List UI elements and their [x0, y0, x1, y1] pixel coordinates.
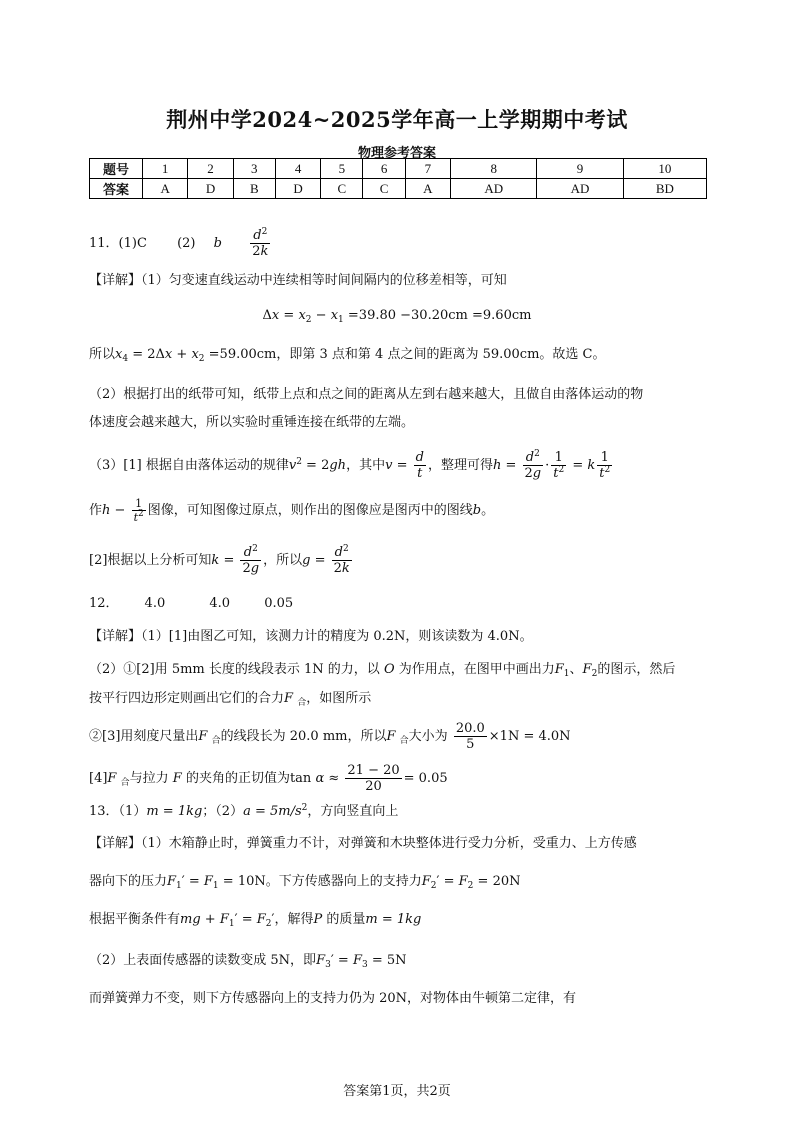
formula-21-20-over-20: $\frac{21 - 20}{20}$ [347, 763, 400, 794]
q11-p4-pre: [2]根据以上分析可知 [89, 553, 212, 568]
question-number-cell: 1 [143, 159, 188, 179]
q12-l4-end: ×1N = 4.0N [488, 729, 571, 744]
q13-l2-mid: 。下方传感器向上的支持力 [265, 874, 422, 889]
page-footer: 答案第1页，共2页 [343, 1084, 451, 1099]
q12-l5-mid2: 的夹角的正切值为 [185, 771, 290, 786]
q11-p2-line2: 体速度会越来越大，所以实验时重锤连接在纸带的左端。 [89, 415, 415, 430]
formula-g-eq: $\frac{d^2}{2k}$ [333, 544, 350, 576]
answer-cell: AD [537, 179, 623, 199]
question-number-cell: 5 [321, 159, 363, 179]
q13-l2-eq: = 10N [222, 874, 266, 889]
answer-cell: BD [623, 179, 706, 199]
q12-answer-line [89, 595, 729, 613]
q13-l2-pre: 器向下的压力 [89, 874, 168, 889]
question-number-cell: 7 [405, 159, 450, 179]
q13-l3-mid2: 的质量 [326, 912, 366, 927]
q11-p2-line1: （2）根据打出的纸带可知，纸带上点和点之间的距离从左到右越来越大，且做自由落体运动的物 [89, 387, 644, 402]
q11-eq1-rhs: =39.80 −30.20cm =9.60cm [347, 308, 532, 323]
q12-l5-end: = 0.05 [403, 771, 448, 786]
question-number-cell: 6 [363, 159, 405, 179]
q12-line1 [89, 628, 729, 646]
q12-value3: 0.05 [264, 596, 294, 611]
q13-l2-eq2: = 20N [477, 874, 521, 889]
q11-p1-result-post: ，即第 3 点和第 4 点之间的距离为 59.00cm。故选 C。 [276, 347, 606, 362]
question-number-cell: 2 [188, 159, 233, 179]
q12-line3: 按平行四边形定则画出它们的合力F $_合$，如图所示 [89, 691, 372, 708]
q12-label: 12． [89, 596, 119, 611]
q13-p1: （1） [118, 804, 147, 819]
q11-p1-intro: （1）匀变速直线运动中连续相等时间间隔内的位移差相等，可知 [141, 273, 507, 288]
row-header-answer: 答案 [90, 179, 143, 199]
q11-part1: (1)C [118, 236, 147, 251]
q12-l4-pre: ②[3]用刻度尺量出 [89, 729, 199, 744]
detail-tag: 【详解】 [89, 273, 142, 288]
q13-line5: 而弹簧弹力不变，则下方传感器向上的支持力仍为 20N，对物体由牛顿第二定律，有 [89, 991, 577, 1006]
question-number-cell: 10 [623, 159, 706, 179]
answer-cell: AD [451, 179, 537, 199]
q13-label: 13． [89, 804, 119, 819]
q13-p1-value: m = 1kg [146, 804, 203, 819]
q11-p1-result-eq: =59.00cm [208, 347, 277, 362]
formula-1-over-t2-c: $\frac{1}{t^2}$ [133, 497, 144, 524]
answer-cell: D [275, 179, 320, 199]
formula-d2-over-2k: $\frac{d^2}{2k}$ [252, 227, 269, 259]
answer-table [89, 158, 707, 199]
q12-l3-pre: 按平行四边形定则画出它们的合力 [89, 691, 285, 706]
question-number-cell: 8 [451, 159, 537, 179]
q11-p3-line2: 作h − $\frac{1}{t^2}$ 图像，可知图像过原点，则作出的图像应是图丙中的图线b。 [89, 497, 495, 524]
q11-part2-value: b [213, 236, 222, 251]
q13-line2: 器向下的压力$F_1' = F_1 = 10N$。下方传感器向上的支持力$F_2' = F_2 = 20N$ [89, 874, 521, 891]
question-number-cell: 3 [233, 159, 275, 179]
q13-line4: （2）上表面传感器的读数变成 5N，即$F_3' = F_3 = 5N$ [89, 953, 407, 970]
q12-l1: （1）[1]由图乙可知，该测力计的精度为 0.2N，则该读数为 4.0N。 [141, 629, 533, 644]
q11-answer-line [89, 229, 729, 258]
q12-l2-mid: 为作用点，在图甲中画出力 [398, 662, 555, 677]
q11-part2: (2) [177, 236, 196, 251]
q13-l3-eq: m = 1kg [365, 912, 422, 927]
q13-line3: 根据平衡条件有mg + $F_1' = F_2'$，解得P 的质量m = 1kg [89, 912, 422, 929]
q13-l1: （1）木箱静止时，弹簧重力不计，对弹簧和木块整体进行受力分析，受重力、上方传感 [141, 836, 637, 851]
q11-label: 11． [89, 236, 119, 251]
answer-cell: B [233, 179, 275, 199]
q12-l2-pre: （2）①[2]用 5mm 长度的线段表示 1N 的力，以 [89, 662, 380, 677]
q11-p4-mid: ，所以 [263, 553, 303, 568]
q12-l4-mid2: 大小为 [408, 729, 448, 744]
question-number-cell: 9 [537, 159, 623, 179]
q13-detail-tag: 【详解】 [89, 836, 142, 851]
q12-value2: 4.0 [209, 596, 231, 611]
answer-cell: C [363, 179, 405, 199]
row-header-question: 题号 [90, 159, 143, 179]
question-number-cell: 4 [275, 159, 320, 179]
q11-p3-line2-end: 。 [481, 503, 495, 518]
q12-l2-mid2: 的图示，然后 [597, 662, 676, 677]
q12-value1: 4.0 [144, 596, 166, 611]
q13-p2-post: ，方向竖直向上 [307, 804, 399, 819]
q11-equation-delta-x: $\Delta x = x_2 - x_1 =39.80 -30.20cm =9.60cm$ [262, 308, 532, 325]
formula-1-over-t2: $\frac{1}{t^2}$ [553, 450, 565, 481]
answer-cell: C [321, 179, 363, 199]
q11-p3-mid: ，其中 [346, 458, 386, 473]
q13-l3-mid: ，解得 [274, 912, 314, 927]
q13-p2-value: a = 5m/s [243, 804, 302, 819]
q12-line5: [4]F $_合$与拉力 F 的夹角的正切值为tan α ≈ $\frac{21 - 20}{20}$ = 0.05 [89, 763, 448, 794]
q11-detail-intro [89, 272, 729, 290]
q11-p1-result: 所以$x_4 = 2\Delta x + x_2 =59.00cm$，即第 3 点和第 4 点之间的距离为 59.00cm。故选 C。 [89, 347, 606, 364]
q11-p3-mid2: ，整理可得 [427, 458, 493, 473]
page-subtitle: 物理参考答案 [357, 146, 436, 161]
answer-cell: A [143, 179, 188, 199]
q13-l4-eq: = 5N [371, 953, 407, 968]
q12-l4-mid: 的线段长为 20.0 mm，所以 [220, 729, 387, 744]
formula-20-over-5: $\frac{20.0}{5}$ [455, 721, 485, 752]
q11-p3-line2-pre: 作 [89, 503, 103, 518]
page-title: 荆州中学2024~2025学年高一上学期期中考试 [166, 107, 628, 132]
q13-line1 [89, 835, 729, 853]
answer-table-answer-row [90, 179, 707, 199]
q11-p4: [2]根据以上分析可知k = $\frac{d^2}{2g}$ ，所以g = $\frac{d^2}{2k}$ [89, 544, 350, 576]
q12-l3-post: ，如图所示 [306, 691, 372, 706]
formula-d-over-t: $\frac{d}{t}$ [415, 450, 424, 481]
q13-l4-pre: （2）上表面传感器的读数变成 5N，即 [89, 953, 317, 968]
q11-p3-pre: （3）[1] 根据自由落体运动的规律 [89, 458, 289, 473]
formula-k-eq: $\frac{d^2}{2g}$ [242, 544, 260, 576]
q11-p1-result-pre: 所以 [89, 347, 116, 362]
formula-1-over-t2-b: $\frac{1}{t^2}$ [599, 450, 611, 481]
q13-answer-line: 13．（1）m = 1kg；$(2)a = 5m/s^2$，方向竖直向上 [89, 803, 399, 819]
q11-p3-line2-post: 图像，可知图像过原点，则作出的图像应是图丙中的图线 [147, 503, 473, 518]
formula-d2-over-2g: $\frac{d^2}{2g}$ [524, 449, 542, 481]
answer-cell: D [188, 179, 233, 199]
q12-l5-mid: 与拉力 [129, 771, 169, 786]
q12-detail-tag: 【详解】 [89, 629, 142, 644]
answer-table-number-row [90, 159, 707, 179]
q12-line2: （2）①[2]用 5mm 长度的线段表示 1N 的力，以 O 为作用点，在图甲中画出力$F_1$、$F_2$的图示，然后 [89, 662, 676, 679]
q13-l3-pre: 根据平衡条件有 [89, 912, 181, 927]
q12-line4: ②[3]用刻度尺量出F $_合$的线段长为 20.0 mm，所以F $_合$大小为 $\frac{20.0}{5}$ ×1N = 4.0N [89, 721, 571, 752]
q13-p2: ；（2） [202, 804, 244, 819]
q11-p3-line1: （3）[1] 根据自由落体运动的规律$v^2 = 2gh$，其中v = $\frac{d}{t}$ ，整理可得h = $\frac{d^2}{2g}$ · $\frac{1}{t^2}$ = k $\frac{1}{t^2}$ [89, 449, 611, 481]
answer-cell: A [405, 179, 450, 199]
